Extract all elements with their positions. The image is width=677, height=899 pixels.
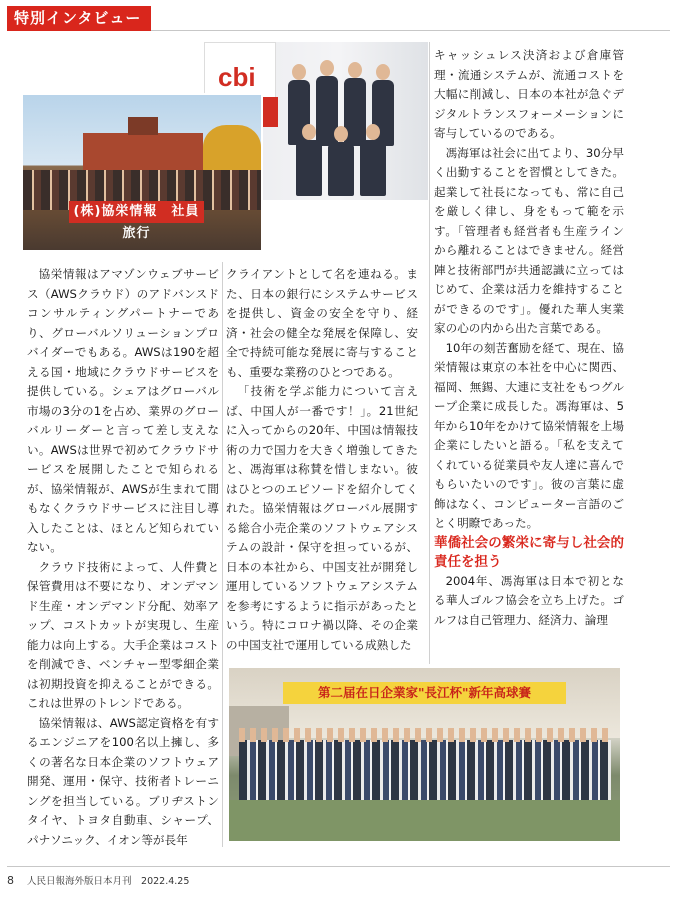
group-photo-golf bbox=[229, 668, 620, 841]
paragraph: クライアントとして名を連ねる。また、日本の銀行にシステムサービスを提供し、資金の安全を守り、経済・社会の健全な発展を保障し、安全で持続可能な発展に寄与することも、重要な業務のひとつである。 bbox=[226, 267, 418, 379]
section-banner: 特別インタビュー bbox=[7, 6, 151, 31]
text-column-2 bbox=[226, 265, 418, 655]
publication-info: 人民日報海外版日本月刊 2022.4.25 bbox=[27, 876, 190, 887]
footer-rule bbox=[7, 866, 670, 867]
header-rule bbox=[151, 30, 670, 31]
section-heading: 華僑社会の繁栄に寄与し社会的責任を担う bbox=[434, 534, 624, 570]
paragraph: 「技術を学ぶ能力について言えば、中国人が一番です！」。21世紀に入ってからの20年、中国は情報技術の力で国力を大きく増強してきたと、馮海軍は称賛を惜しまない。彼はひとつのエピソードを紹介してくれた。協栄情報はグローバル展開する総合小売企業のソフトウェアシステムの設計・保守を担っているが、日本の本社から、中国支社が開発し運用しているソフトウェアシステムを参考にするように指示があったという。特にコロナ禍以降、その企業の中国支社で運用している成熟した bbox=[226, 384, 418, 652]
paragraph: 10年の刻苦奮励を経て、現在、協栄情報は東京の本社を中心に関西、福岡、無錫、大連に支社をもつグループ企業に成長した。馮海軍は、5年から10年をかけて協栄情報を上場企業にしたいと語る。「私を支えてくれている従業員や友人達に喜んでもらいたいのです」。彼の言葉に虚飾はなく、コンピューター言語のごとく明瞭であった。 bbox=[434, 340, 624, 530]
trip-banner-sign: (株)協栄情報 社員旅行 bbox=[69, 201, 204, 223]
text-column-3 bbox=[434, 46, 624, 630]
paragraph: キャッシュレス決済および倉庫管理・流通システムが、流通コストを大幅に削減し、日本の本社が急ぐデジタルトランスフォーメーションに寄与しているのである。 bbox=[434, 48, 624, 140]
column-divider bbox=[429, 42, 430, 664]
tournament-banner: 第二届在日企業家"長江杯"新年高球賽 bbox=[283, 682, 566, 704]
page-footer bbox=[7, 873, 189, 887]
paragraph: 馮海軍は社会に出てより、30分早く出勤することを習慣としてきた。起業して社長になっても、常に自己を厳しく律し、身をもって範を示す。「管理者も経営者も生産ラインから離れることはできません。経営陣と技術部門が共通認識に立ってはじめて、企業は活力を維持することができるのです」。優れた華人実業家の心の内から出た言葉である。 bbox=[434, 145, 624, 335]
page-number: 8 bbox=[7, 874, 14, 887]
paragraph: 協栄情報はアマゾンウェブサービス（AWSクラウド）のアドバンスドコンサルティングパートナーであり、グローバルソリューションプロバイダーでもある。AWSは190を超える国・地域にクラウドサービスを提供している。シェアはグローバル市場の3分の1を占め、業界のグローバルリーダーと言って差し支えない。AWSは世界で初めてクラウドサービスを展開したことで知られるが、協栄情報が、AWSが生まれて間もなくクラウドサービスに注目し導入したことは、ほとんど知られていない。 bbox=[27, 267, 219, 554]
paragraph: 2004年、馮海軍は日本で初となる華人ゴルフ協会を立ち上げた。ゴルフは自己管理力、経済力、論理 bbox=[434, 573, 624, 627]
column-divider bbox=[222, 262, 223, 847]
group-photo-trip bbox=[21, 93, 263, 252]
paragraph: クラウド技術によって、人件費と保管費用は不要になり、オンデマンド生産・オンデマンド分配、効率アップ、コストカットが実現し、生産能力は向上する。大手企業はコストを削減でき、ベンチャー型零細企業は初期投資を抑えることができる。これは世界のトレンドである。 bbox=[27, 559, 219, 710]
text-column-1 bbox=[27, 265, 219, 850]
company-logo: cbi bbox=[218, 62, 256, 92]
paragraph: 協栄情報は、AWS認定資格を有するエンジニアを100名以上擁し、多くの著名な日本企業のソフトウェア開発、運用・保守、技術者トレーニングを担当している。ブリヂストンタイヤ、トヨタ自動車、シャープ、パナソニック、イオン等が長年 bbox=[27, 715, 219, 847]
